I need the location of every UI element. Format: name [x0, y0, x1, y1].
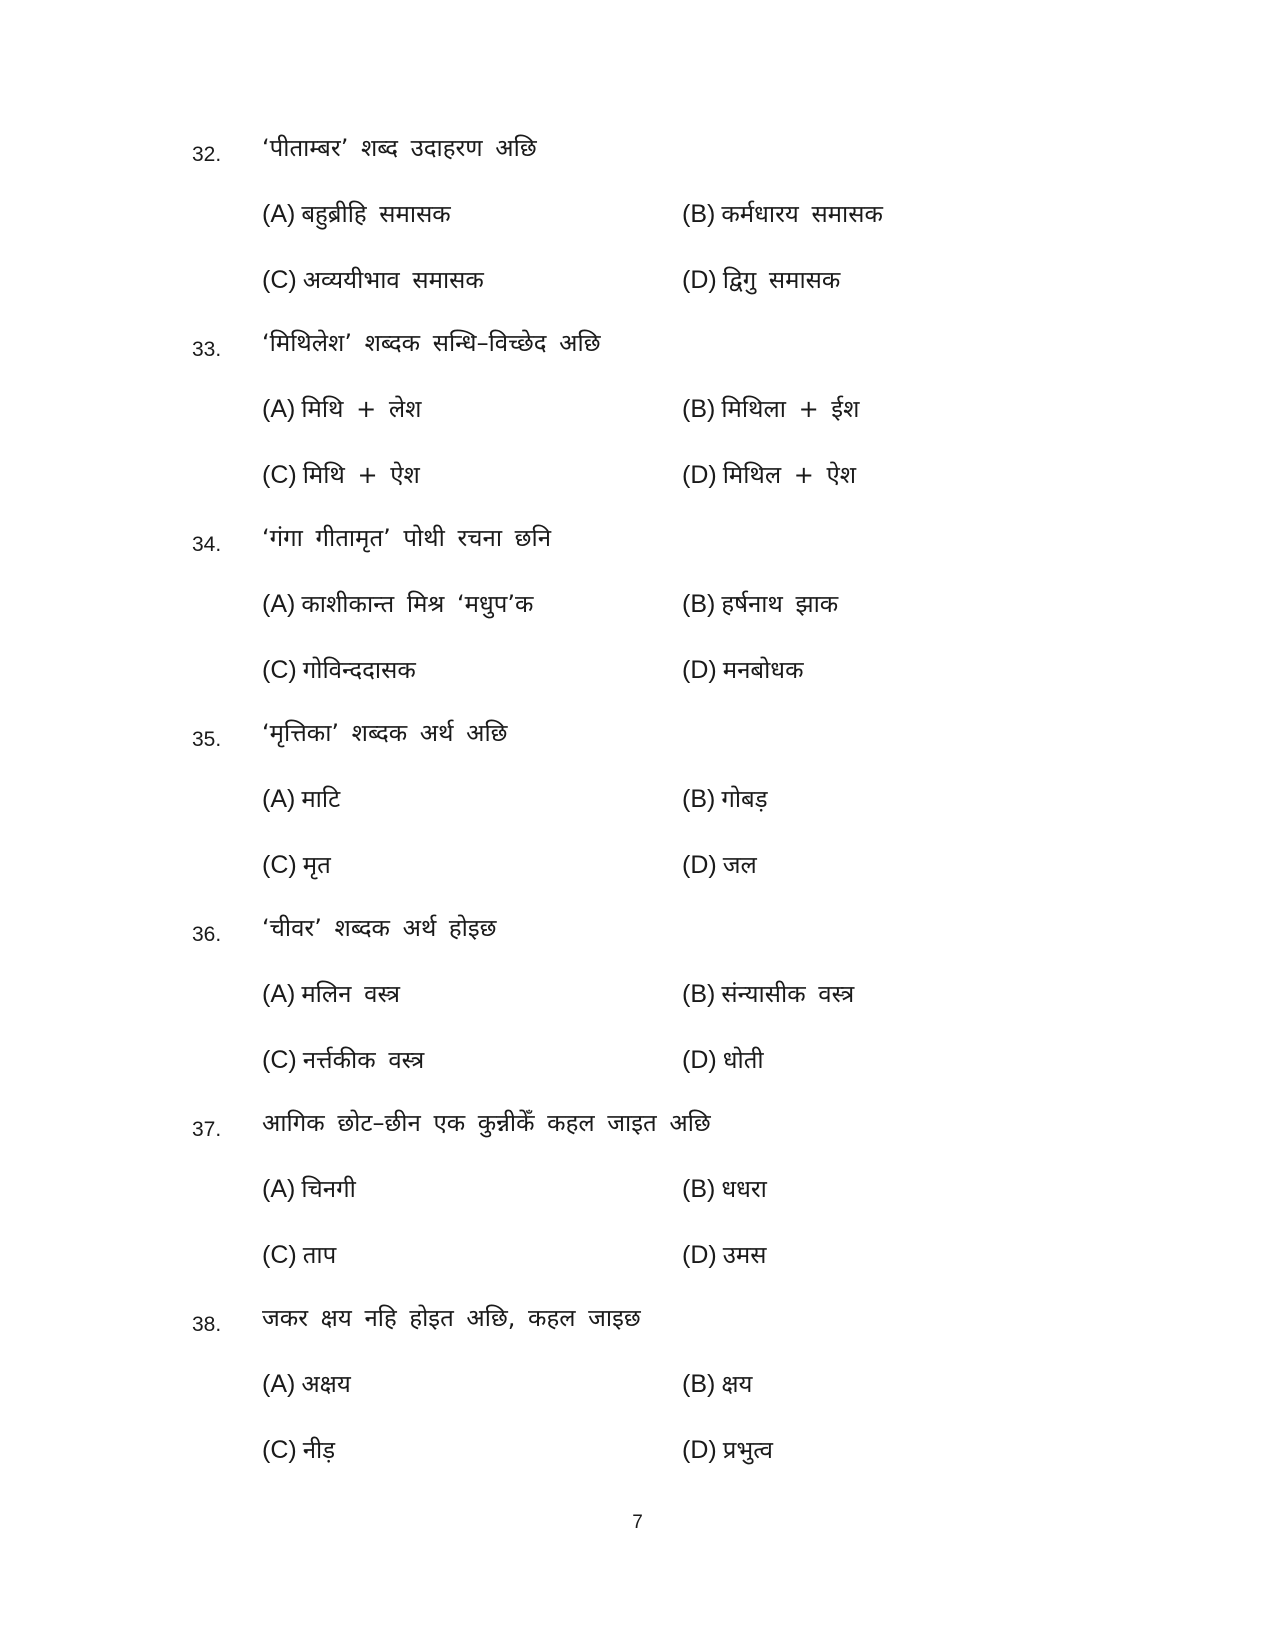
- option-text: मृत: [302, 851, 331, 879]
- option-c: [262, 1040, 424, 1080]
- option-b: [682, 1169, 767, 1209]
- question-35: [0, 719, 1275, 919]
- question-number: 32.: [192, 143, 222, 166]
- option-text: जल: [722, 851, 757, 879]
- question-number: 34.: [192, 533, 222, 556]
- page-number: 7: [632, 1512, 643, 1533]
- option-text: माटि: [301, 785, 341, 813]
- option-c: [262, 1235, 336, 1275]
- option-b: [682, 779, 768, 819]
- option-text: बहुब्रीहि समासक: [301, 200, 451, 228]
- option-text: काशीकान्त मिश्र ‘मधुप’क: [301, 590, 534, 618]
- option-d: [682, 650, 804, 690]
- option-letter: (C): [262, 851, 297, 879]
- question-text: जकर क्षय नहि होइत अछि, कहल जाइछ: [262, 1304, 641, 1332]
- option-letter: (B): [682, 200, 716, 228]
- option-letter: (D): [682, 1436, 717, 1464]
- option-text: अक्षय: [301, 1370, 351, 1398]
- option-text: चिनगी: [301, 1175, 356, 1203]
- option-b: [682, 389, 859, 429]
- option-letter: (A): [262, 200, 296, 228]
- option-letter: (A): [262, 980, 296, 1008]
- question-text: ‘चीवर’ शब्दक अर्थ होइछ: [262, 914, 497, 942]
- option-a: [262, 194, 451, 234]
- option-b: [682, 584, 838, 624]
- option-letter: (C): [262, 461, 297, 489]
- option-text: कर्मधारय समासक: [721, 200, 883, 228]
- question-text: ‘गंगा गीतामृत’ पोथी रचना छनि: [262, 524, 552, 552]
- option-text: मिथिला + ईश: [721, 395, 860, 423]
- question-34: [0, 524, 1275, 724]
- option-letter: (B): [682, 395, 716, 423]
- option-text: गोविन्ददासक: [302, 656, 416, 684]
- question-text: ‘मिथिलेश’ शब्दक सन्धि–विच्छेद अछि: [262, 329, 601, 357]
- option-letter: (A): [262, 1370, 296, 1398]
- option-letter: (B): [682, 590, 716, 618]
- option-letter: (C): [262, 1046, 297, 1074]
- option-c: [262, 650, 416, 690]
- question-number: 36.: [192, 923, 222, 946]
- option-a: [262, 1364, 351, 1404]
- option-text: मिथिल + ऐश: [722, 461, 857, 489]
- option-c: [262, 455, 420, 495]
- option-letter: (B): [682, 1175, 716, 1203]
- option-d: [682, 1235, 766, 1275]
- option-letter: (D): [682, 266, 717, 294]
- option-letter: (D): [682, 656, 717, 684]
- question-number: 35.: [192, 728, 222, 751]
- option-text: द्विगु समासक: [722, 266, 841, 294]
- option-letter: (C): [262, 1436, 297, 1464]
- option-text: मिथि + ऐश: [302, 461, 420, 489]
- question-38: [0, 1304, 1275, 1504]
- option-b: [682, 1364, 752, 1404]
- option-a: [262, 584, 533, 624]
- question-number: 33.: [192, 338, 222, 361]
- option-a: [262, 389, 421, 429]
- option-text: अव्ययीभाव समासक: [302, 266, 484, 294]
- option-c: [262, 260, 484, 300]
- question-number: 37.: [192, 1118, 222, 1141]
- option-letter: (B): [682, 785, 716, 813]
- option-letter: (A): [262, 1175, 296, 1203]
- option-letter: (D): [682, 1046, 717, 1074]
- option-d: [682, 455, 856, 495]
- question-text: ‘पीताम्बर’ शब्द उदाहरण अछि: [262, 134, 537, 162]
- option-text: नर्त्तकीक वस्त्र: [302, 1046, 425, 1074]
- option-letter: (A): [262, 785, 296, 813]
- option-letter: (A): [262, 395, 296, 423]
- question-number: 38.: [192, 1313, 222, 1336]
- option-d: [682, 260, 840, 300]
- option-c: [262, 1430, 335, 1470]
- option-text: मनबोधक: [722, 656, 804, 684]
- option-a: [262, 779, 340, 819]
- option-letter: (A): [262, 590, 296, 618]
- option-text: प्रभुत्व: [722, 1436, 773, 1464]
- option-text: गोबड़: [721, 785, 768, 813]
- option-text: नीड़: [302, 1436, 336, 1464]
- option-a: [262, 1169, 356, 1209]
- option-text: मलिन वस्त्र: [301, 980, 401, 1008]
- option-d: [682, 1040, 764, 1080]
- question-37: [0, 1109, 1275, 1309]
- option-text: मिथि + लेश: [301, 395, 422, 423]
- question-text: ‘मृत्तिका’ शब्दक अर्थ अछि: [262, 719, 508, 747]
- option-letter: (C): [262, 266, 297, 294]
- option-text: संन्यासीक वस्त्र: [721, 980, 855, 1008]
- option-a: [262, 974, 400, 1014]
- option-text: उमस: [722, 1241, 767, 1269]
- option-letter: (D): [682, 1241, 717, 1269]
- option-c: [262, 845, 331, 885]
- option-letter: (D): [682, 461, 717, 489]
- option-text: धधरा: [721, 1175, 767, 1203]
- option-text: ताप: [302, 1241, 337, 1269]
- option-letter: (B): [682, 1370, 716, 1398]
- question-text: आगिक छोट–छीन एक कुन्नीकेँ कहल जाइत अछि: [262, 1109, 711, 1137]
- option-letter: (D): [682, 851, 717, 879]
- option-d: [682, 1430, 773, 1470]
- option-text: क्षय: [721, 1370, 753, 1398]
- option-b: [682, 974, 854, 1014]
- question-32: [0, 134, 1275, 334]
- question-36: [0, 914, 1275, 1114]
- option-letter: (C): [262, 656, 297, 684]
- option-d: [682, 845, 757, 885]
- question-33: [0, 329, 1275, 529]
- option-text: धोती: [722, 1046, 764, 1074]
- option-letter: (C): [262, 1241, 297, 1269]
- option-b: [682, 194, 883, 234]
- option-text: हर्षनाथ झाक: [721, 590, 839, 618]
- option-letter: (B): [682, 980, 716, 1008]
